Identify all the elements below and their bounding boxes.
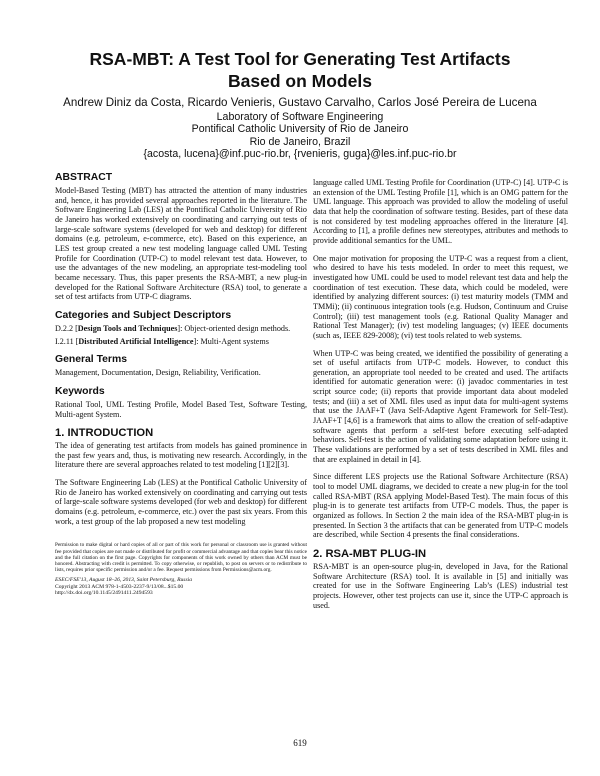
category-d22-code: D.2.2 [ [55,323,78,333]
abstract-heading: ABSTRACT [55,172,113,183]
permission-text: Permission to make digital or hard copies of all or part of this work for personal or classroom use is granted without fee provided that copies are not made or distributed for profit or commercial advantage and that copies bear this notice and the full citation on the first page. Copyrights for components of this work owned by others than ACM must be honored. Abstracting with credit is permitted. To copy otherwise, or republish, to post on servers or to redistribute to lists, requires prior specific permission and/or a fee. Request permissions from Permissions@acm.org. [55,542,307,574]
category-i211-code: I.2.11 [ [55,336,79,346]
title-line-1: RSA-MBT: A Test Tool for Generating Test Artifacts [89,49,511,69]
citation-conference: ESEC/FSE'13, August 18–26, 2013, Saint Petersburg, Russia [55,577,192,584]
category-i211 [55,337,307,347]
section-2-heading: 2. RSA-MBT PLUG-IN [313,547,427,560]
page-number: 619 [293,738,307,748]
introduction-heading: 1. INTRODUCTION [55,427,154,440]
citation-doi: http://dx.doi.org/10.1145/2491411.2494593 [55,590,153,597]
category-i211-title: Distributed Artificial Intelligence [78,336,194,346]
general-terms-text: Management, Documentation, Design, Reliability, Verification. [55,368,261,378]
categories-heading: Categories and Subject Descriptors [55,309,232,321]
affiliation-location: Rio de Janeiro, Brazil [249,135,351,148]
right-paragraph-3: When UTP-C was being created, we identified the possibility of generating a set of useful artifacts from UTP-C models. However, to conduct this generation, an appropriate tool needed to be created and used. The artifacts identified for automatic generation were: (i) javadoc commentaries in test script source code; (ii) reports that provide important data about modeled tests; and (iii) a set of XML files used as input data for multi-agent systems that use the JAAF+T (Java Self-Adaptive Agent Framework for Self-Test). JAAF+T [4,6] is a framework that aims to allow the creation of self-adaptive software agents that perform a self-test before executing self-adapted behaviors. Self-test is the action of validating some adaptation before using it. These validations are performed by a set of tests described in XML files and that are explained in detail in [4]. [313,348,568,464]
permission-footnote [55,542,307,596]
right-paragraph-1: language called UML Testing Profile for Coordination (UTP-C) [4]. UTP-C is an extension of the UML Testing Profile [1], which is an OMG pattern for the UML language. This approach was provided to allow the modeling of useful data that help the coordination of software testing. Besides, part of these data is not considered by test modeling approaches offered in the literature [4]. According to [1], a profile defines new stereotypes, attributes and methods to provide additional semantics for the UML. [313,178,568,245]
left-column [55,172,307,597]
keywords-text: Rational Tool, UML Testing Profile, Model Based Test, Software Testing, Multi-agent System. [55,399,307,419]
category-i211-rest: ]: Multi-Agent systems [193,336,269,346]
author-emails: {acosta, lucena}@inf.puc-rio.br, {rvenieris, guga}@les.inf.puc-rio.br [143,148,457,161]
category-d22 [55,324,307,334]
keywords-heading: Keywords [55,385,105,397]
category-d22-title: Design Tools and Techniques [77,323,178,333]
abstract-text: Model-Based Testing (MBT) has attracted the attention of many industries and, hence, it has provided several approaches reported in the literature. The Software Engineering Lab (LES) at the Pontifical Catholic University of Rio de Janeiro has worked extensively on coordinating and carrying out tests of large-scale software systems (developed for web and desktop) for different domains (e.g. petroleum, e-commerce, etc). Based on this experience, an LES test group created a new test modeling language called UML Testing Profile for Coordination (UTP-C) to model relevant test data. However, to use the advantages of the new modeling, an appropriate test-modeling tool became necessary. Thus, this paper presents the RSA-MBT, a new plug-in developed for the Rational Software Architecture (RSA) tool, to generate a set of test artifacts from UTP-C diagrams. [55,186,307,302]
title-line-2: Based on Models [228,71,372,91]
paper-title [40,48,560,92]
affiliation-lab: Laboratory of Software Engineering [216,110,384,123]
general-terms-heading: General Terms [55,354,127,366]
author-block [40,97,560,161]
right-paragraph-2: One major motivation for proposing the UTP-C was a request from a client, who desired to have his tests modeled. In order to meet this request, we investigated how UML could be used to model relevant test data and help the coordination of test execution. These data, which could be modeled, were identified by analyzing different sources: (i) test maturity models (TMM and TMMi); (ii) continuous integration tools (e.g. Hudson, Continuum and Cruise Control); (iii) test management tools (e.g. Rational Quality Manager and Rational Test Manager); (iv) test modeling languages; (v) IEEE documents (such as, IEEE 829-2008); (vi) test tools related to web systems. [313,253,568,340]
intro-paragraph-1: The idea of generating test artifacts from models has gained prominence in the past few years and, thus, is motivating new research. Accordingly, in the literature there are several approaches related to test modeling [1][2][3]. [55,441,307,470]
right-column [313,178,568,618]
citation-copyright: Copyright 2013 ACM 978-1-4503-2237-9/13/08...$15.00 [55,583,184,590]
author-names: Andrew Diniz da Costa, Ricardo Venieris, Gustavo Carvalho, Carlos José Pereira de Lucena [63,96,537,109]
right-paragraph-4: Since different LES projects use the Rational Software Architecture (RSA) tool to model UML diagrams, we decided to create a new plug-in for the tool called RSA-MBT (RSA applying Model-Based Test). The main focus of this plug-in is to generate test artifacts from UTP-C models. Thus, the paper is organized as follows. In Section 2 the main idea of the RSA-MBT plug-in is presented. In Section 3 the artifacts that can be generated from UTP-C models are described, while Section 4 presents the final considerations. [313,472,568,540]
intro-paragraph-2: The Software Engineering Lab (LES) at the Pontifical Catholic University of Rio de Janeiro has worked extensively on coordinating and carrying out tests of large-scale software systems developed (for web and desktop) for different domains (e.g. petroleum, e-commerce, etc.) over the past six years. From this work, a test group of the lab proposed a new test modeling [55,478,307,526]
affiliation-university: Pontifical Catholic University of Rio de Janeiro [191,123,409,136]
conference-citation [55,577,307,596]
section-2-paragraph: RSA-MBT is an open-source plug-in, developed in Java, for the Rational Software Architecture (RSA) tool. It is available in [5] and initially was created for use in the Software Engineering Lab’s (LES) industrial test projects. However, other test projects can use it, since the UTP-C approach is used. [313,561,568,610]
category-d22-rest: ]: Object-oriented design methods. [177,323,291,333]
